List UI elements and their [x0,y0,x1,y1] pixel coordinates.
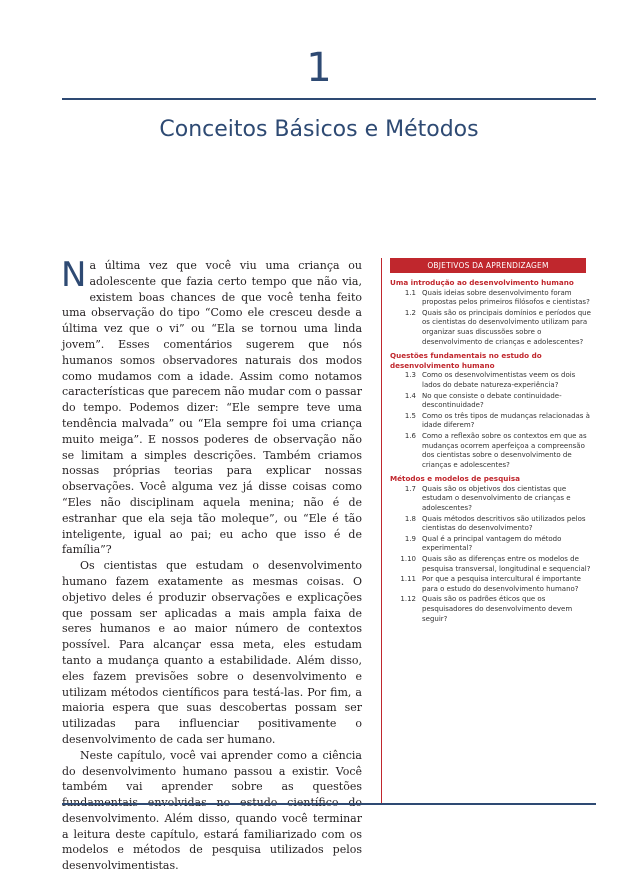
intro-paragraph [61,255,362,558]
chapter-title: Conceitos Básicos e Métodos [159,117,479,142]
objective-number: 1.10 [400,555,416,564]
top-divider [62,98,596,100]
objective-number: 1.1 [404,288,416,297]
objective-item [390,392,592,411]
objective-text: Quais são as diferenças entre os modelos de pesquisa transversal, longitudinal e sequencial? [422,555,591,573]
objective-text: Como os três tipos de mudanças relacionadas à idade diferem? [422,411,590,430]
objective-text: Por que a pesquisa intercultural é importante para o estudo do desenvolvimento humano? [422,575,581,593]
paragraph-3: Neste capítulo, você vai aprender como a ciência do desenvolvimento humano passou a existir. Você também vai aprender sobre as questões desenvolvimento. Além disso, quando você terminar a leitura deste capítulo, estará familiarizado com os modelos e métodos de pesquisa utilizados pelos desenvolvimentistas. [62,748,362,873]
objective-item [390,412,592,431]
objective-number: 1.4 [404,391,416,400]
objective-number: 1.8 [404,514,416,523]
objective-number: 1.5 [404,411,416,420]
objective-number: 1.3 [404,371,416,380]
objective-item [390,515,592,534]
chapter-number: 1 [306,45,332,91]
objective-text: Quais são os objetivos dos cientistas que estudam o desenvolvimento de crianças e adolescentes? [422,484,571,513]
paragraph-1: a última vez que você viu uma criança ou adolescente que fazia certo tempo que não via, existem boas chances de que você tenha feito uma observação do tipo “Como ele cresceu desde a última vez que o vi” ou “Ela se tornou uma linda jovem”. Esses comentários sugerem que nós humanos somos observadores naturais dos modos como mudamos com a idade. Assim como notamos características que parecem não mudar com o passar do tempo. Podemos dizer: “Ele sempre teve uma tendência malvada” ou “Ela sempre foi uma criança muito meiga”. E nossos poderes de observação não se limitam a simples descrições. Também criamos nossas próprias teorias para explicar nossas observações. Você alguma vez já disse coisas como “Eles não disciplinam aquela menina; não é de estranhar que ela seja tão moleque”, ou “Ele é tão inteligente, igual ao pai; eu acho que isso é de família”? [62,259,362,557]
objective-item [390,289,592,308]
objective-text: Quais ideias sobre desenvolvimento foram propostas pelos primeiros filósofos e cientistas? [422,288,590,307]
drop-cap: N [61,255,87,295]
objective-text: Quais métodos descritivos são utilizados pelos cientistas do desenvolvimento? [422,514,586,533]
objective-number: 1.11 [400,575,416,584]
section-title: Métodos e modelos de pesquisa [390,474,520,484]
section-title: Questões fundamentais no estudo do desenvolvimento humano [390,351,542,370]
objective-number: 1.9 [404,534,416,543]
objective-item [390,595,592,624]
objective-item [390,371,592,390]
objective-text: Como a reflexão sobre os contextos em que as mudanças ocorrem aperfeiçoa a compreensão dos cientistas sobre o desenvolvimento de crianças e adolescentes? [422,431,587,469]
objective-number: 1.6 [404,431,416,440]
objective-text: Quais são os padrões éticos que os pesquisadores do desenvolvimento devem seguir? [422,595,573,623]
paragraph-2: Os cientistas que estudam o desenvolvimento humano fazem exatamente as mesmas coisas. O objetivo deles é produzir observações e explicações que possam ser aplicadas a mais ampla faixa de seres humanos e ao maior número de contextos possível. Para alcançar essa meta, eles estudam tanto a mudança quanto a estabilidade. Além disso, eles fazem previsões sobre o desenvolvimento e utilizam métodos científicos para testá-las. Por fim, a maioria espera que suas descobertas possam ser utilizadas para influenciar positivamente o desenvolvimento de cada ser humano. [62,559,362,746]
body-text [61,255,362,874]
objective-text: Qual é a principal vantagem do método experimental? [422,534,562,553]
objective-item [390,309,592,347]
objective-item [390,485,592,514]
objective-item [390,535,592,554]
bottom-divider [62,803,596,805]
objective-text: Quais são os principais domínios e períodos que os cientistas do desenvolvimento utilizam para organizar suas discussões sobre o desenvolvimento de crianças e adolescentes? [422,308,591,346]
objective-text: Como os desenvolvimentistas veem os dois lados do debate natureza-experiência? [422,371,576,389]
objectives-list [382,273,596,624]
objective-number: 1.2 [404,308,416,317]
section-title: Uma introdução ao desenvolvimento humano [390,278,574,287]
objectives-header: OBJETIVOS DA APRENDIZAGEM [390,258,586,273]
objective-text: No que consiste o debate continuidade-descontinuidade? [422,391,562,410]
objective-item [390,432,592,470]
objective-item [390,575,592,594]
objective-number: 1.12 [400,595,416,604]
learning-objectives-sidebar [381,258,596,803]
objective-item [390,555,592,574]
objective-number: 1.7 [404,484,416,493]
